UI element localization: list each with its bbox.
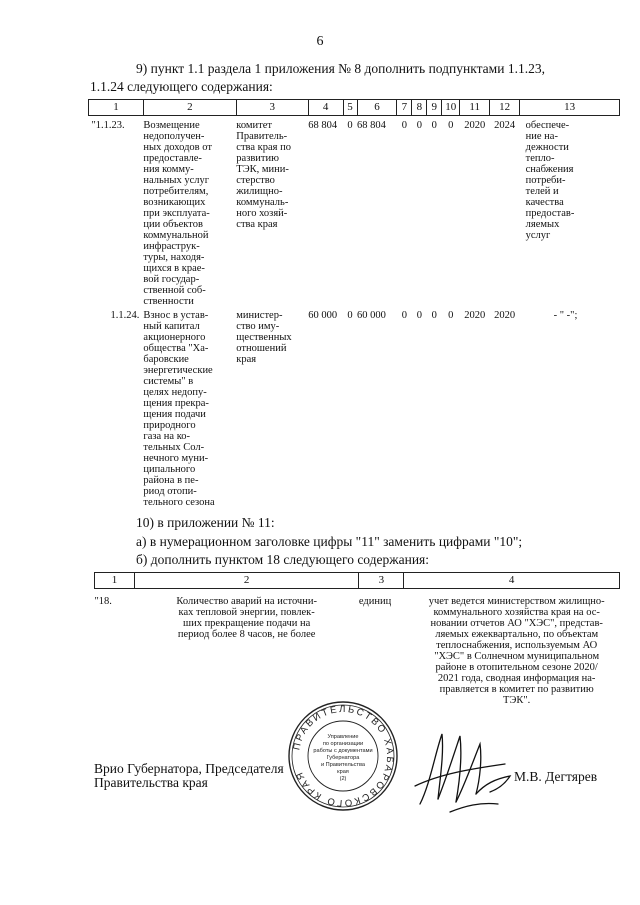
text-line: недополучен- xyxy=(143,130,205,142)
cell-c5: 0 xyxy=(347,309,353,321)
text-line: возникающих xyxy=(143,196,206,208)
cell-c9: 0 xyxy=(431,309,437,321)
text-line: щения подачи xyxy=(143,408,206,420)
text-line: потребителям, xyxy=(143,185,209,197)
text-line: Правитель- xyxy=(236,130,288,142)
text-line: ляемых xyxy=(525,218,560,230)
seal-ring-text: ПРАВИТЕЛЬСТВО ХАБАРОВСКОГО КРАЯ xyxy=(291,703,396,809)
text-line: коммунального хозяйства края на ос- xyxy=(433,606,600,618)
text-line: - " -"; xyxy=(553,309,578,321)
table2-header: 2 xyxy=(134,573,358,589)
row-name xyxy=(143,310,236,510)
text-line: акционерного xyxy=(143,331,206,343)
cell-c6: 60 000 xyxy=(357,309,386,321)
text-line: системы" в xyxy=(143,375,194,387)
text-line: тельного сезона xyxy=(143,496,215,508)
text-line: ного хозяй- xyxy=(236,207,288,219)
text-line: при эксплуата- xyxy=(143,207,210,219)
text-line: предостав- xyxy=(525,207,575,219)
row-executor xyxy=(236,120,308,310)
table1-header: 1 xyxy=(89,100,144,116)
cell-c5: 0 xyxy=(347,119,353,131)
table-1 xyxy=(88,99,620,510)
table1-header: 6 xyxy=(357,100,397,116)
official-seal xyxy=(287,700,399,812)
seal-inner-line: края xyxy=(337,769,349,775)
text-line: тельных Сол- xyxy=(143,441,205,453)
cell-c11: 2020 xyxy=(464,119,486,131)
table1-header: 8 xyxy=(412,100,427,116)
row-unit: единиц xyxy=(358,595,392,607)
text-line: ственности xyxy=(143,295,194,307)
text-line: ТЭК, мини- xyxy=(236,163,289,175)
cell-c8: 0 xyxy=(416,309,422,321)
text-line: ляемых ежеквартально, по объектам xyxy=(435,628,599,640)
table1-header: 11 xyxy=(460,100,490,116)
text-line: баровские xyxy=(143,353,189,365)
text-line: энергетические xyxy=(143,364,213,376)
text-line: период более 8 часов, не более xyxy=(177,628,316,640)
table-2 xyxy=(94,572,620,706)
text-line: инфраструк- xyxy=(143,240,200,252)
text-line: министер- xyxy=(236,309,283,321)
cell-c12: 2024 xyxy=(494,119,516,131)
text-line: вой государ- xyxy=(143,273,200,285)
text-line: правляется в комитет по развитию xyxy=(439,683,594,695)
cell-c10: 0 xyxy=(448,119,454,131)
text-line: "ХЭС" в Солнечном муниципальном xyxy=(434,650,600,662)
text-line: ный капитал xyxy=(143,320,200,332)
cell-c6: 68 804 xyxy=(357,119,386,131)
text-line: щественных xyxy=(236,331,292,343)
row-name xyxy=(143,120,236,310)
text-line: ципального xyxy=(143,463,196,475)
text-line: новании отчетов АО "ХЭС", представ- xyxy=(430,617,603,629)
text-line: ства края по xyxy=(236,141,291,153)
text-line: целях недопу- xyxy=(143,386,207,398)
text-line: комитет xyxy=(236,119,273,131)
seal-inner-line: (2) xyxy=(339,776,347,782)
table1-header: 3 xyxy=(236,100,308,116)
signatory-position-line1: Врио Губернатора, Председателя xyxy=(94,761,284,776)
text-line: нечного муни- xyxy=(143,452,209,464)
text-line: ших прекращение подачи на xyxy=(182,617,311,629)
seal-inner-line: и Правительства xyxy=(321,762,365,768)
table-row xyxy=(89,120,620,310)
signatory-name: М.В. Дегтярев xyxy=(514,769,598,784)
text-line: ции объектов xyxy=(143,218,203,230)
seal-inner-line: работы с документами xyxy=(313,748,373,754)
cell-c4: 68 804 xyxy=(308,119,338,131)
text-line: развитию xyxy=(236,152,279,164)
text-line: района в пе- xyxy=(143,474,199,486)
row-info xyxy=(404,596,620,706)
table1-header: 10 xyxy=(442,100,460,116)
text-line: ственной соб- xyxy=(143,284,206,296)
text-line: ных доходов от xyxy=(143,141,212,153)
text-line: жилищно- xyxy=(236,185,283,197)
text-line: телей и xyxy=(525,185,559,197)
table-row xyxy=(95,596,620,706)
cell-c4: 60 000 xyxy=(308,309,338,321)
item10-a: а) в нумерационном заголовке цифры "11" заменить цифрами "10"; xyxy=(136,534,523,549)
seal-inner-line: Губернатора xyxy=(326,755,360,761)
cell-c11: 2020 xyxy=(464,309,486,321)
item10-title: 10) в приложении № 11: xyxy=(136,515,275,530)
text-line: услуг xyxy=(525,229,551,241)
cell-c12: 2020 xyxy=(494,309,516,321)
item10-b: б) дополнить пунктом 18 следующего содержания: xyxy=(136,552,430,567)
text-line: отношений xyxy=(236,342,287,354)
text-line: стерство xyxy=(236,174,275,186)
table2-header: 3 xyxy=(359,573,404,589)
text-line: риод отопи- xyxy=(143,485,197,497)
cell-c13 xyxy=(520,120,620,310)
cell-c7: 0 xyxy=(401,309,407,321)
table1-header-row xyxy=(89,100,620,116)
table2-header: 4 xyxy=(404,573,620,589)
text-line: 2021 года, сводная информация на- xyxy=(437,672,596,684)
cell-c10: 0 xyxy=(448,309,454,321)
item9-line2: 1.1.24 следующего содержания: xyxy=(90,79,273,94)
table2-header: 1 xyxy=(95,573,135,589)
cell-c13 xyxy=(520,310,620,510)
table1-header: 4 xyxy=(308,100,343,116)
text-line: потреби- xyxy=(525,174,566,186)
text-line: коммуналь- xyxy=(236,196,289,208)
cell-c7: 0 xyxy=(401,119,407,131)
text-line: теплоснабжения, используемым АО xyxy=(436,639,598,651)
handwritten-signature xyxy=(410,724,520,819)
table1-header: 9 xyxy=(427,100,442,116)
text-line: предоставле- xyxy=(143,152,202,164)
table-row xyxy=(89,310,620,510)
text-line: щения прекра- xyxy=(143,397,209,409)
text-line: туры, находя- xyxy=(143,251,205,263)
text-line: ства края xyxy=(236,218,278,230)
row-number: "1.1.23. xyxy=(91,119,125,131)
text-line: дежности xyxy=(525,141,569,153)
text-line: ках тепловой энергии, повлек- xyxy=(178,606,315,618)
text-line: ТЭК". xyxy=(503,694,531,706)
seal-inner-line: по организации xyxy=(322,741,364,747)
table1-header: 2 xyxy=(143,100,236,116)
text-line: районе в отопительном сезоне 2020/ xyxy=(435,661,598,673)
text-line: ние на- xyxy=(525,130,558,142)
text-line: Возмещение xyxy=(143,119,200,131)
text-line: щихся в крае- xyxy=(143,262,205,274)
text-line: нальных услуг xyxy=(143,174,210,186)
seal-inner-line: Управление xyxy=(327,734,359,740)
table1-header: 12 xyxy=(490,100,520,116)
row-name xyxy=(134,596,358,706)
cell-c8: 0 xyxy=(416,119,422,131)
text-line: газа на ко- xyxy=(143,430,191,442)
text-line: обеспече- xyxy=(525,119,570,131)
text-line: края xyxy=(236,353,257,365)
text-line: общества "Ха- xyxy=(143,342,209,354)
row-number: 1.1.24. xyxy=(110,309,140,321)
row-number: "18. xyxy=(94,595,112,607)
text-line: снабжения xyxy=(525,163,574,175)
text-line: природного xyxy=(143,419,196,431)
signatory-position-line2: Правительства края xyxy=(94,775,208,790)
page-number: 6 xyxy=(316,34,324,49)
text-line: коммунальной xyxy=(143,229,209,241)
table1-header: 7 xyxy=(397,100,412,116)
text-line: тепло- xyxy=(525,152,555,164)
table1-header: 5 xyxy=(343,100,357,116)
text-line: учет ведется министерством жилищно- xyxy=(428,595,605,607)
row-executor xyxy=(236,310,308,510)
cell-c9: 0 xyxy=(431,119,437,131)
table2-header-row xyxy=(95,573,620,589)
text-line: Взнос в устав- xyxy=(143,309,209,321)
item9-line1: 9) пункт 1.1 раздела 1 приложения № 8 дополнить подпунктами 1.1.23, xyxy=(136,61,545,76)
text-line: ство иму- xyxy=(236,320,280,332)
text-line: качества xyxy=(525,196,564,208)
text-line: Количество аварий на источни- xyxy=(176,595,317,607)
table1-header: 13 xyxy=(520,100,620,116)
text-line: ния комму- xyxy=(143,163,194,175)
